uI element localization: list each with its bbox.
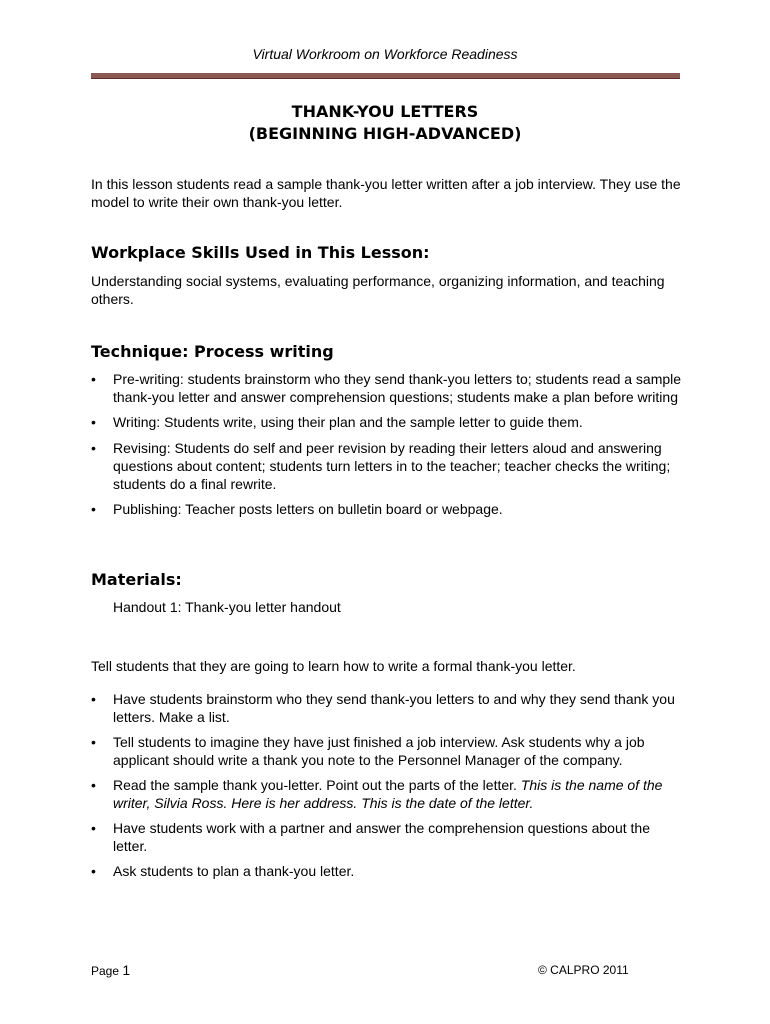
title-line-2: (BEGINNING HIGH-ADVANCED)	[248, 124, 522, 143]
bullet-icon: •	[91, 440, 96, 456]
bullet-icon: •	[91, 777, 96, 793]
bullet-icon: •	[91, 501, 96, 517]
title-line-1: THANK-YOU LETTERS	[291, 102, 479, 121]
bullet-icon: •	[91, 414, 96, 430]
steps-list	[91, 690, 686, 880]
list-item: • Publishing: Teacher posts letters on bulletin board or webpage.	[91, 501, 503, 517]
intro-paragraph: In this lesson students read a sample thank-you letter written after a job interview. They use the model to write their own thank-you letter.	[91, 176, 681, 210]
example-annotation: This is the name of the writer, Silvia Ross. Here is her address. This is the date of the letter.	[113, 777, 663, 811]
materials-item: Handout 1: Thank-you letter handout	[113, 599, 341, 615]
page-number: 1	[122, 962, 131, 978]
bullet-icon: •	[91, 820, 96, 836]
list-item: • Ask students to plan a thank-you letter.	[91, 863, 355, 879]
list-item: • Tell students to imagine they have just finished a job interview. Ask students why a job applicant should write a thank you note to the Personnel Manager of the company.	[91, 734, 645, 768]
bullet-icon: •	[91, 863, 96, 879]
list-item: • Revising: Students do self and peer revision by reading their letters aloud and answering questions about content; students turn letters in to the teacher; teacher checks the writing; students do a final rewrite.	[91, 440, 671, 492]
document-title	[0, 101, 770, 145]
list-item: • Writing: Students write, using their plan and the sample letter to guide them.	[91, 414, 583, 430]
header-rule	[91, 73, 680, 79]
instruction-paragraph: Tell students that they are going to learn how to write a formal thank-you letter.	[91, 658, 576, 674]
list-item: • Have students brainstorm who they send thank-you letters to and why they send thank you letters. Make a list.	[91, 691, 675, 725]
list-item: • Pre-writing: students brainstorm who they send thank-you letters to; students read a sample thank-you letter and answer comprehension questions; students make a plan before writing	[91, 371, 682, 405]
technique-heading: Technique: Process writing	[91, 342, 334, 361]
materials-heading: Materials:	[91, 570, 182, 589]
skills-text: Understanding social systems, evaluating performance, organizing information, and teaching others.	[91, 273, 665, 307]
list-item: • Have students work with a partner and answer the comprehension questions about the letter.	[91, 820, 650, 854]
skills-heading: Workplace Skills Used in This Lesson:	[91, 243, 430, 262]
running-header: Virtual Workroom on Workforce Readiness	[252, 46, 518, 62]
bullet-icon: •	[91, 734, 96, 750]
technique-list	[91, 370, 686, 518]
list-item: • Read the sample thank you-letter. Point out the parts of the letter. This is the name of the writer, Silvia Ross. Here is her address. This is the date of the letter.	[91, 777, 663, 811]
bullet-icon: •	[91, 691, 96, 707]
page-footer-number: Page 1	[91, 962, 131, 978]
bullet-icon: •	[91, 371, 96, 387]
copyright-footer: © CALPRO 2011	[538, 963, 629, 977]
